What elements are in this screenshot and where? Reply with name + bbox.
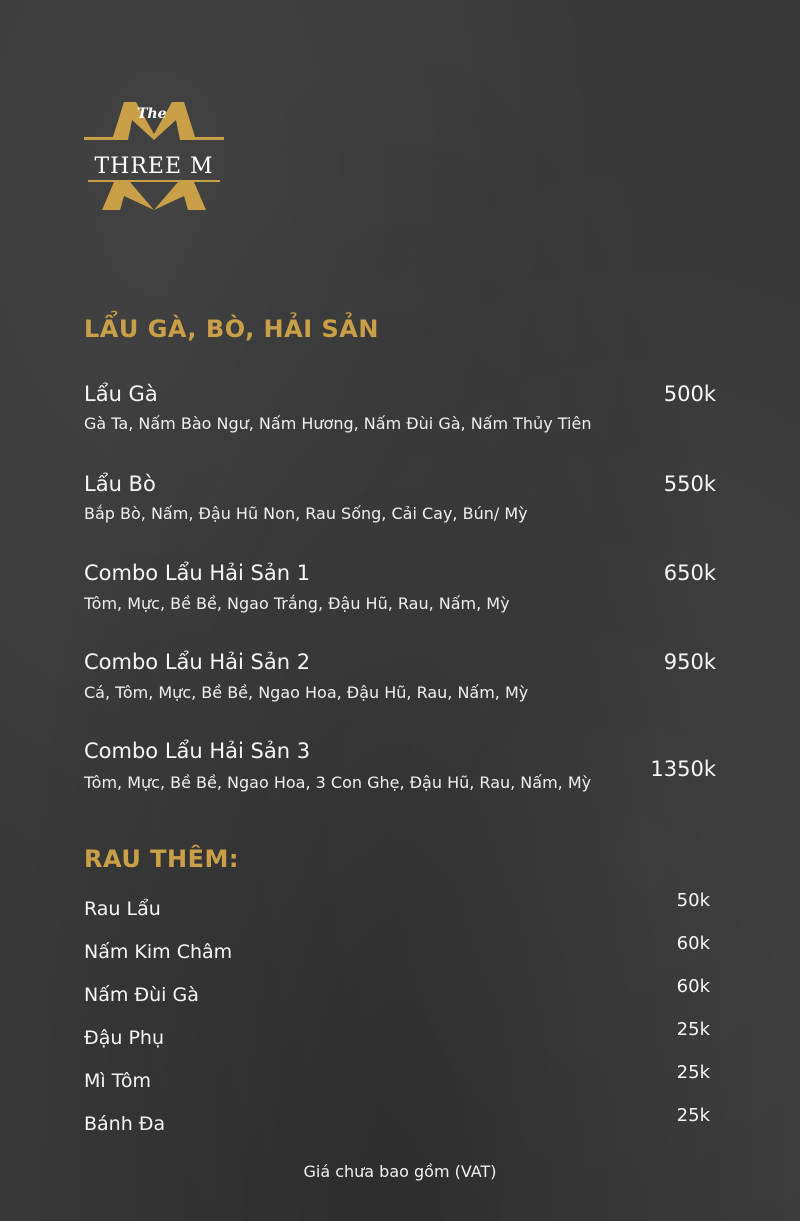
item-price: 950k [663, 650, 716, 674]
item-name: Lẩu Bò [84, 472, 156, 496]
section-title-extras: RAU THÊM: [84, 845, 239, 873]
item-description: Tôm, Mực, Bề Bề, Ngao Trắng, Đậu Hũ, Rau, Nấm, Mỳ [84, 594, 510, 613]
extra-price: 60k [676, 933, 710, 954]
item-price: 550k [663, 472, 716, 496]
item-name: Lẩu Gà [84, 382, 158, 406]
item-price: 1350k [650, 757, 716, 781]
item-description: Bắp Bò, Nấm, Đậu Hũ Non, Rau Sống, Cải Cay, Bún/ Mỳ [84, 504, 528, 523]
vat-note: Giá chưa bao gồm (VAT) [303, 1162, 497, 1181]
item-description: Tôm, Mực, Bề Bề, Ngao Hoa, 3 Con Ghẹ, Đậu Hũ, Rau, Nấm, Mỳ [84, 773, 592, 792]
extra-name: Đậu Phụ [84, 1027, 164, 1049]
extra-name: Rau Lẩu [84, 898, 161, 920]
extra-name: Nấm Đùi Gà [84, 984, 199, 1006]
item-price: 500k [663, 382, 716, 406]
item-description: Gà Ta, Nấm Bào Ngư, Nấm Hương, Nấm Đùi Gà, Nấm Thủy Tiên [84, 414, 592, 433]
logo-the-text: The [137, 106, 167, 122]
extra-price: 50k [676, 890, 710, 911]
extra-name: Mì Tôm [84, 1070, 151, 1092]
item-name: Combo Lẩu Hải Sản 1 [84, 561, 311, 585]
extra-name: Nấm Kim Châm [84, 941, 233, 963]
item-name: Combo Lẩu Hải Sản 2 [84, 650, 311, 674]
extra-price: 25k [676, 1105, 710, 1126]
section-title-hotpot: LẨU GÀ, BÒ, HẢI SẢN [84, 315, 379, 343]
item-description: Cá, Tôm, Mực, Bề Bề, Ngao Hoa, Đậu Hũ, Rau, Nấm, Mỳ [84, 683, 529, 702]
logo-brand-name: THREE M [94, 154, 214, 179]
brand-logo [84, 100, 224, 215]
item-name: Combo Lẩu Hải Sản 3 [84, 739, 311, 763]
extra-price: 25k [676, 1019, 710, 1040]
extra-name: Bánh Đa [84, 1113, 166, 1135]
extra-price: 25k [676, 1062, 710, 1083]
extra-price: 60k [676, 976, 710, 997]
item-price: 650k [663, 561, 716, 585]
